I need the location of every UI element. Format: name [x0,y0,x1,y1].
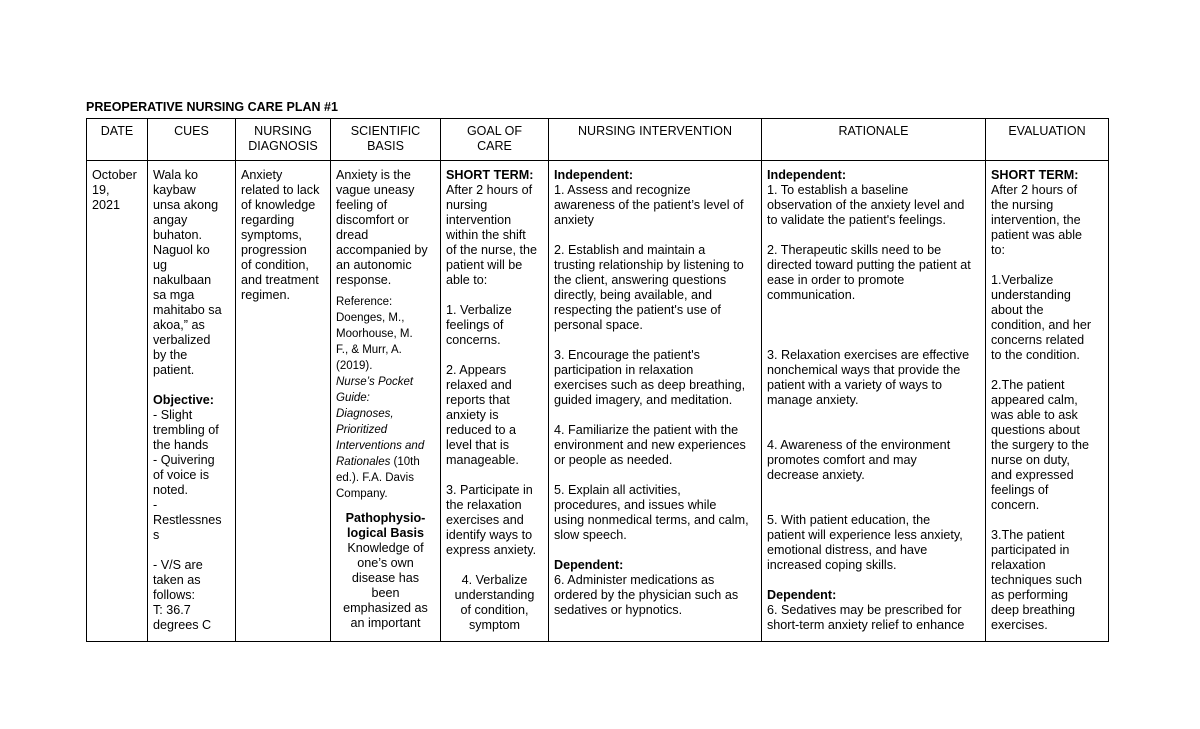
rationale-cell [762,161,986,642]
cues-objective: - Slight trembling of the hands - Quivering of voice is noted. - Restlessnes s [153,408,222,542]
table-row [87,161,1109,642]
basis-text: Anxiety is the vague uneasy feeling of discomfort or dread accompanied by an autonomic response. [336,168,428,287]
header-cues: CUES [148,119,236,161]
goal-item-1: 1. Verbalize feelings of concerns. [446,303,512,347]
reference-authors: Reference: Doenges, M., Moorhouse, M. F., & Murr, A. (2019). [336,296,413,372]
rationale-item-3: 3. Relaxation exercises are effective nonchemical ways that provide the patient with a variety of ways to manage anxiety. [767,348,970,407]
goal-item-4: 4. Verbalize understanding of condition, symptom [454,573,535,632]
evaluation-item-2: 2.The patient appeared calm, was able to ask questions about the surgery to the nurse on duty, and expressed feelings of concern. [991,378,1090,512]
intervention-item-3: 3. Encourage the patient's participation in relaxation exercises such as deep breathing, guided imagery, and meditation. [554,348,746,407]
goal-intro: After 2 hours of nursing intervention within the shift of the nurse, the patient will be able to: [446,183,538,287]
header-nursing-diagnosis: NURSING DIAGNOSIS [236,119,331,161]
rationale-item-4: 4. Awareness of the environment promotes comfort and may decrease anxiety. [767,438,951,482]
reference-edition: (10th ed.). F.A. Davis Company. [336,456,420,500]
reference-title: Nurse’s Pocket Guide: Diagnoses, Prioritized Interventions and Rationales [336,376,425,468]
header-scientific-basis: SCIENTIFIC BASIS [331,119,441,161]
intervention-independent-label: Independent: [554,168,634,182]
evaluation-item-3: 3.The patient participated in relaxation techniques such as performing deep breathing exercises. [991,528,1083,632]
date-cell [87,161,148,642]
rationale-item-2: 2. Therapeutic skills need to be directed toward putting the patient at ease in order to promote communication. [767,243,971,302]
goal-item-2: 2. Appears relaxed and reports that anxiety is reduced to a level that is manageable. [446,363,519,467]
header-nursing-intervention: NURSING INTERVENTION [549,119,762,161]
goal-item-3: 3. Participate in the relaxation exercises and identify ways to express anxiety. [446,483,537,557]
cues-subjective: Wala ko kaybaw unsa akong angay buhaton. Naguol ko ug nakulbaan sa mga mahitabo sa akoa,” as verbalized by the patient. [153,168,222,377]
header-evaluation: EVALUATION [986,119,1109,161]
rationale-item-1: 1. To establish a baseline observation of the anxiety level and to validate the patient's feelings. [767,183,965,227]
header-rationale: RATIONALE [762,119,986,161]
patho-title: Pathophysio- logical Basis [345,511,426,540]
evaluation-intro: After 2 hours of the nursing intervention, the patient was able to: [991,183,1083,257]
intervention-item-4: 4. Familiarize the patient with the environment and new experiences or people as needed. [554,423,746,467]
evaluation-label: SHORT TERM: [991,168,1079,182]
basis-reference [336,294,435,502]
intervention-item-1: 1. Assess and recognize awareness of the patient’s level of anxiety [554,183,744,227]
rationale-item-5: 5. With patient education, the patient will experience less anxiety, emotional distress, and have increased coping skills. [767,513,963,572]
intervention-dependent-label: Dependent: [554,558,624,572]
patho-text: Knowledge of one’s own disease has been emphasized as an important [343,541,428,630]
page-title: PREOPERATIVE NURSING CARE PLAN #1 [86,100,338,114]
rationale-independent-label: Independent: [767,168,847,182]
care-plan-table [86,118,1109,642]
cues-objective-label: Objective: [153,393,214,407]
date-text: October 19, 2021 [92,168,137,212]
cues-vitals: - V/S are taken as follows: T: 36.7 degrees C [153,558,212,632]
intervention-item-6: 6. Administer medications as ordered by the physician such as sedatives or hypnotics. [554,573,739,617]
goal-label: SHORT TERM: [446,168,534,182]
goal-cell [441,161,549,642]
rationale-dependent-label: Dependent: [767,588,837,602]
diagnosis-text: Anxiety related to lack of knowledge regarding symptoms, progression of condition, and treatment regimen. [241,168,320,302]
evaluation-item-1: 1.Verbalize understanding about the condition, and her concerns related to the condition. [991,273,1092,362]
evaluation-cell [986,161,1109,642]
intervention-item-5: 5. Explain all activities, procedures, and issues while using nonmedical terms, and calm, slow speech. [554,483,749,542]
header-row [87,119,1109,161]
cues-cell [148,161,236,642]
rationale-item-6: 6. Sedatives may be prescribed for short-term anxiety relief to enhance [767,603,965,632]
diagnosis-cell [236,161,331,642]
intervention-cell [549,161,762,642]
basis-cell [331,161,441,642]
header-date: DATE [87,119,148,161]
intervention-item-2: 2. Establish and maintain a trusting relationship by listening to the client, answering questions directly, being available, and respecting the patient's use of personal space. [554,243,744,332]
header-goal-of-care: GOAL OF CARE [441,119,549,161]
